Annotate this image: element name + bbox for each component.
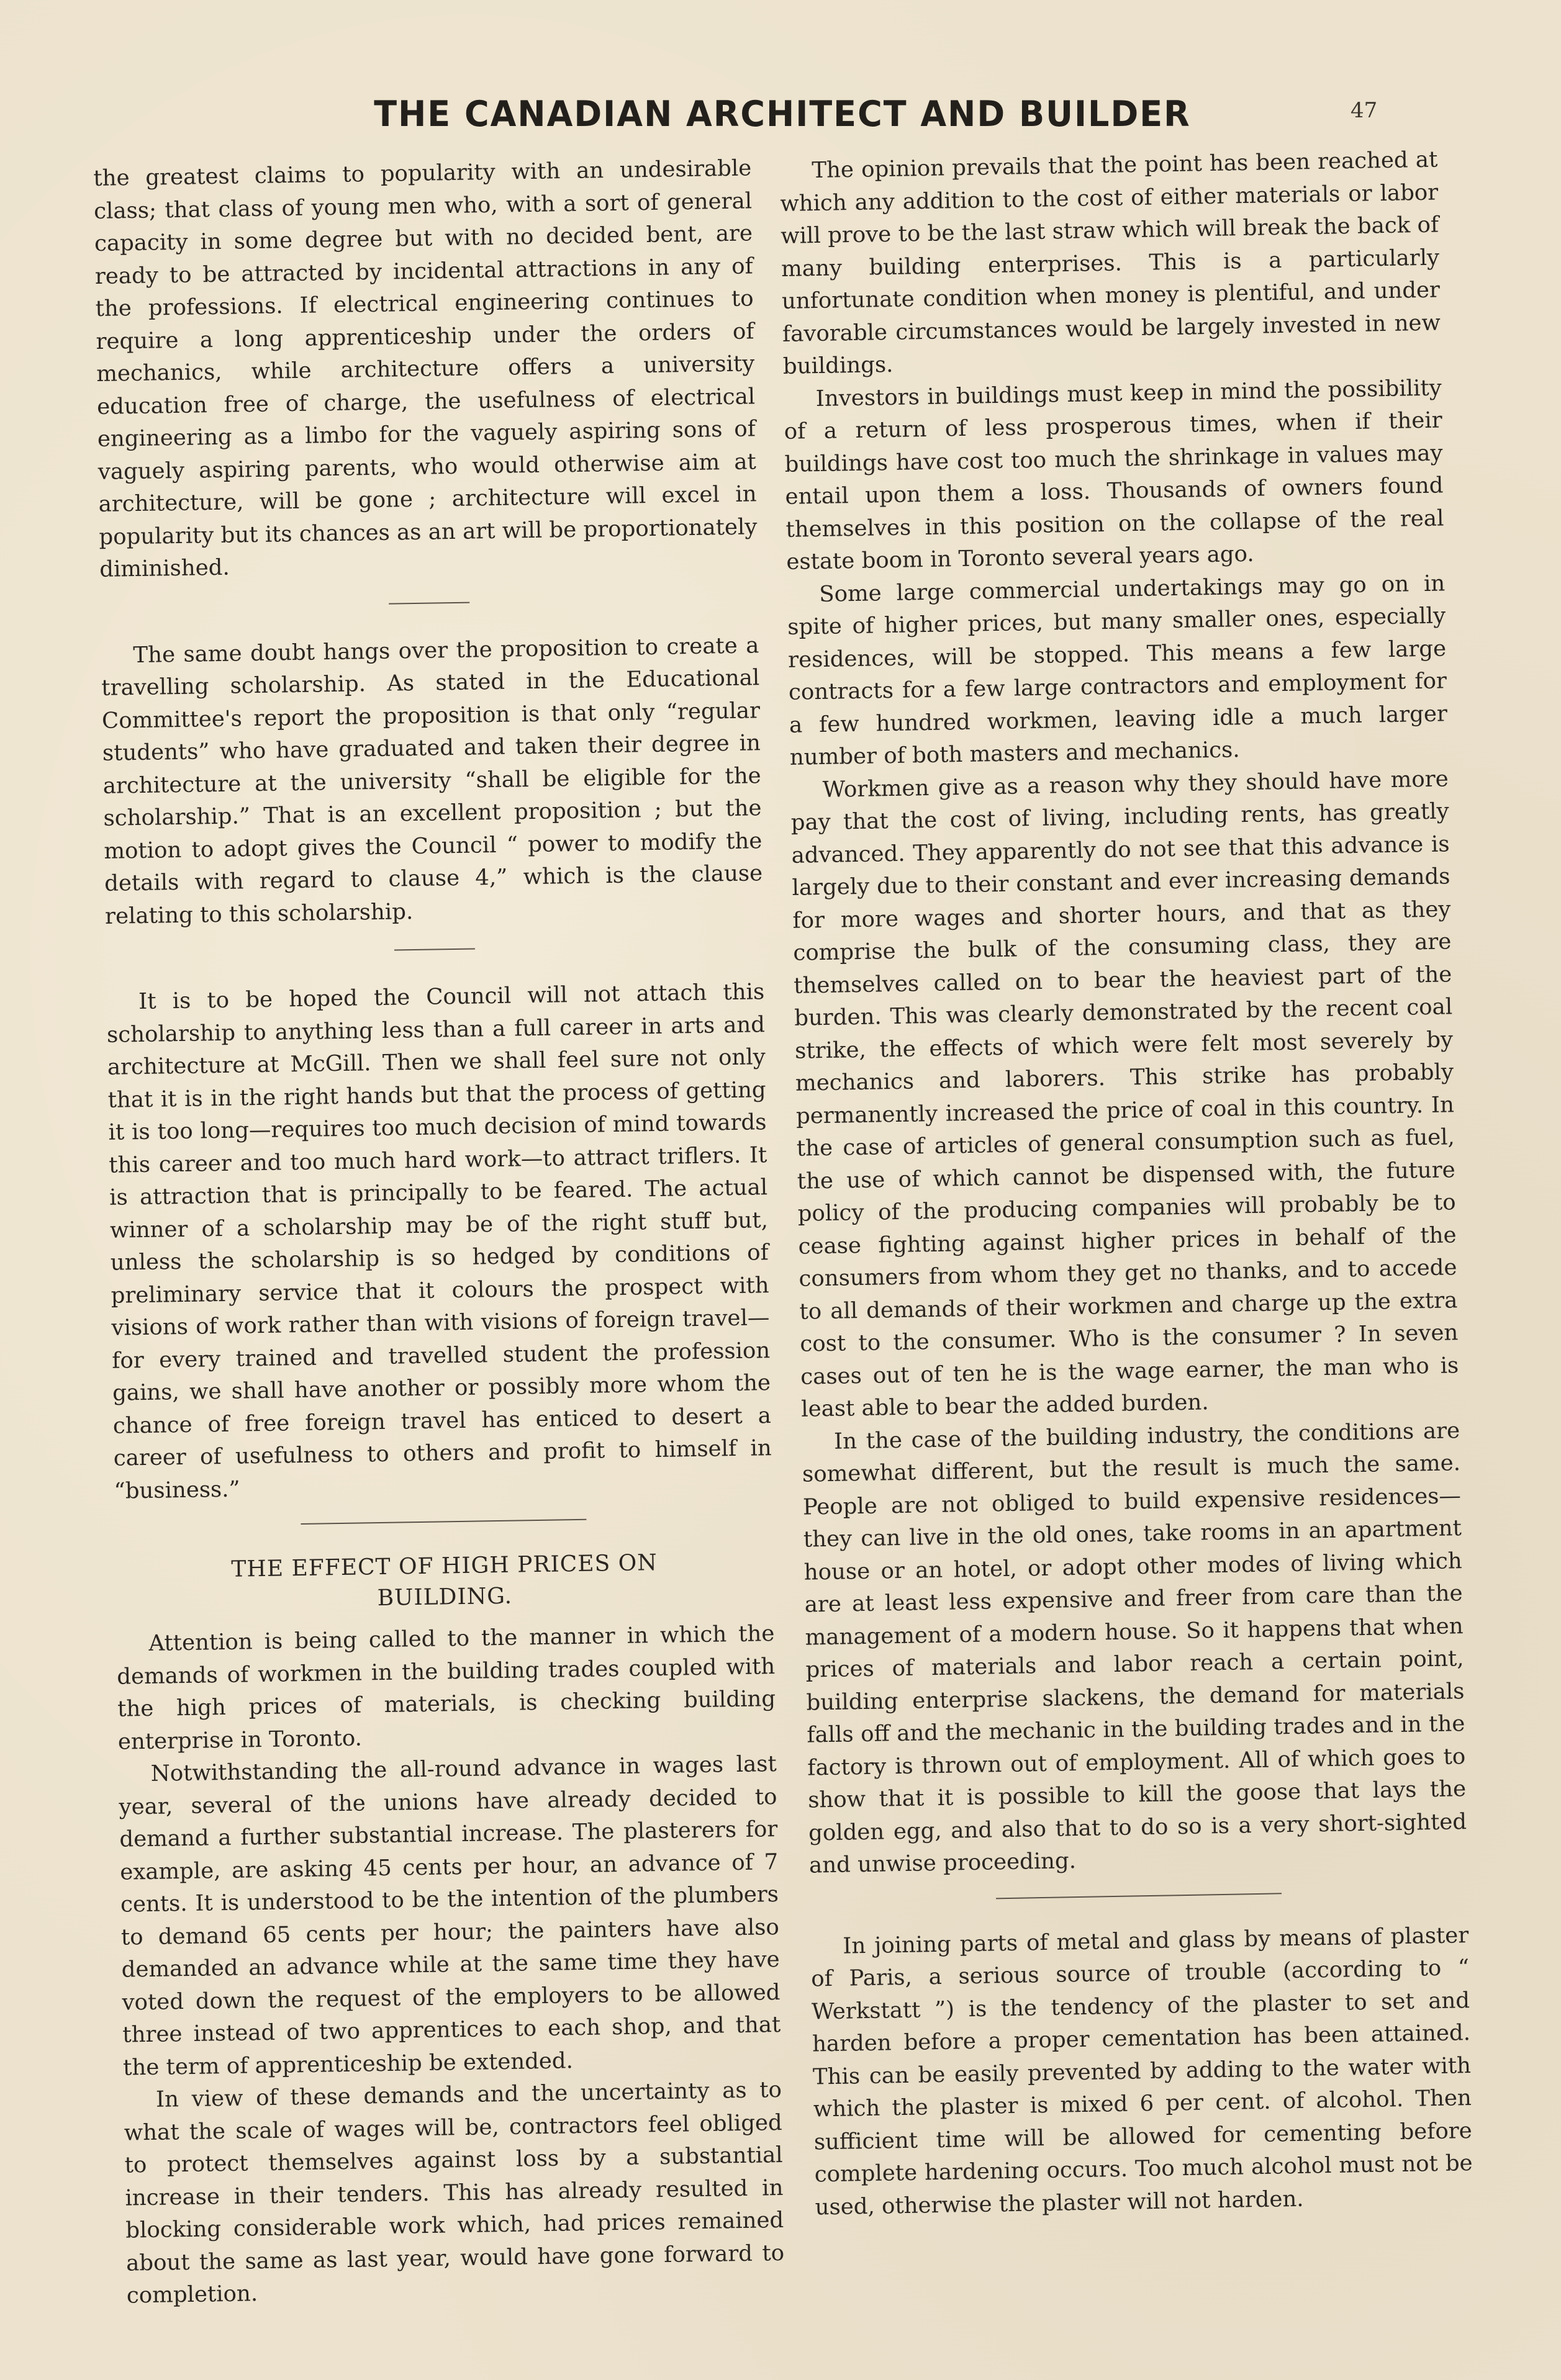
- paragraph: It is to be hoped the Council will not attach this scholarship to anything less than a full career in arts and architecture at McGill. Then we shall feel sure not only that it is in the right hands but that the process of getting it is too long—requires too much decision of mind towards this career and too much hard work—to attract triflers. It is attraction that is principally to be feared. The actual winner of a scholarship may be of the right stuff but, unless the scholarship is so hedged by conditions of preliminary service that it colours the prospect with visions of work rather than with visions of foreign travel—for every trained and travelled student the profession gains, we shall have another or possibly more whom the chance of free foreign travel has enticed to desert a career of usefulness to others and profit to himself in “business.”: [106, 979, 772, 1504]
- page-number: 47: [1351, 98, 1378, 123]
- section-divider: [394, 948, 475, 950]
- article-heading-line: BUILDING.: [377, 1583, 513, 1611]
- paragraph: the greatest claims to popularity with an undesirable class; that class of young men who, with a sort of general capacity in some degree but with no decided bent, are ready to be attracted by incidental attractions in any of the professions. If electrical engineering continues to require a long apprenticeship under the orders of mechanics, while architecture offers a university education free of charge, the usefulness of electrical engineering as a limbo for the vaguely aspiring sons of vaguely aspiring parents, who would otherwise aim at architecture, will be gone ; architecture will excel in popularity but its chances as an art will be proportionately diminished.: [93, 155, 758, 582]
- article-heading-line: THE EFFECT OF HIGH PRICES ON: [231, 1550, 658, 1582]
- section-divider: [389, 602, 469, 604]
- masthead-title: THE CANADIAN ARCHITECT AND BUILDER: [374, 93, 1191, 135]
- paragraph: The same doubt hangs over the proposition to create a travelling scholarship. As stated in the Educational Committee's report the proposition is that only “regular students” who have graduated and taken their degree in architecture at the university “shall be eligible for the scholarship.” That is an excellent proposition ; but the motion to adopt gives the Council “ power to modify the details with regard to clause 4,” which is the clause relating to this scholarship.: [101, 632, 763, 929]
- right-column: [779, 144, 1473, 2224]
- section-divider: [996, 1893, 1282, 1899]
- article-heading: [115, 1546, 774, 1618]
- paragraph: Attention is being called to the manner in which the demands of workmen in the building trades coupled with the high prices of materials, is checking building enterprise in Toronto.: [116, 1621, 776, 1755]
- left-column: [93, 152, 785, 2312]
- paragraph: The opinion prevails that the point has been reached at which any addition to the cost of either materials or labor will prove to be the last straw which will break the back of many building enterprises. This is a particularly unfortunate condition when money is plentiful, and under favorable circumstances would be largely invested in new buildings.: [780, 146, 1441, 379]
- paragraph: In joining parts of metal and glass by means of plaster of Paris, a serious source of trouble (according to “ Werkstatt ”) is the tendency of the plaster to set and harden before a proper cementation has been attained. This can be easily prevented by adding to the water with which the plaster is mixed 6 per cent. of alcohol. Then sufficient time will be allowed for cementing before complete hardening occurs. Too much alcohol must not be used, otherwise the plaster will not harden.: [810, 1922, 1473, 2220]
- paragraph: Some large commercial undertakings may go on in spite of higher prices, but many smaller ones, especially residences, will be stopped. This means a few large contracts for a few large contractors and employment for a few hundred workmen, leaving idle a much larger number of both masters and mechanics.: [787, 570, 1448, 770]
- paragraph: In the case of the building industry, the conditions are somewhat different, but the result is much the same. People are not obliged to build expensive residences—they can live in the old ones, take rooms in an apartment house or an hotel, or adopt other modes of living which are at least less expensive and freer from care than the management of a modern house. So it happens that when prices of materials and labor reach a certain point, building enterprise slackens, the demand for materials falls off and the mechanic in the building trades and in the factory is thrown out of employment. All of which goes to show that it is possible to kill the goose that lays the golden egg, and also that to do so is a very short-sighted and unwise proceeding.: [802, 1417, 1467, 1878]
- paragraph: In view of these demands and the uncertainty as to what the scale of wages will be, contractors feel obliged to protect themselves against loss by a substantial increase in their tenders. This has already resulted in blocking considerable work which, had prices remained about the same as last year, would have gone forward to completion.: [124, 2076, 785, 2309]
- paragraph: Workmen give as a reason why they should have more pay that the cost of living, including rents, has greatly advanced. They apparently do not see that this advance is largely due to their constant and ever increasing demands for more wages and shorter hours, and that as they comprise the bulk of the consuming class, they are themselves called on to bear the heaviest part of the burden. This was clearly demonstrated by the recent coal strike, the effects of which were felt most severely by mechanics and laborers. This strike has probably permanently increased the price of coal in this country. In the case of articles of general consumption such as fuel, the use of which cannot be dispensed with, the future policy of the producing companies will probably be to cease fighting against higher prices in behalf of the consumers from whom they get no thanks, and to accede to all demands of their workmen and charge up the extra cost to the consumer. Who is the consumer ? In seven cases out of ten he is the wage earner, the man who is least able to bear the added burden.: [790, 765, 1459, 1422]
- paragraph: Investors in buildings must keep in mind the possibility of a return of less prosperous times, when if their buildings have cost too much the shrinkage in values may entail upon them a loss. Thousands of owners found themselves in this position on the collapse of the real estate boom in Toronto several years ago.: [784, 374, 1444, 575]
- section-divider: [301, 1519, 586, 1525]
- paragraph: Notwithstanding the all-round advance in wages last year, several of the unions have already decided to demand a further substantial increase. The plasterers for example, are asking 45 cents per hour, an advance of 7 cents. It is understood to be the intention of the plumbers to demand 65 cents per hour; the painters have also demanded an advance while at the same time they have voted down the request of the employers to be allowed three instead of two apprentices to each shop, and that the term of apprenticeship be extended.: [119, 1751, 781, 2081]
